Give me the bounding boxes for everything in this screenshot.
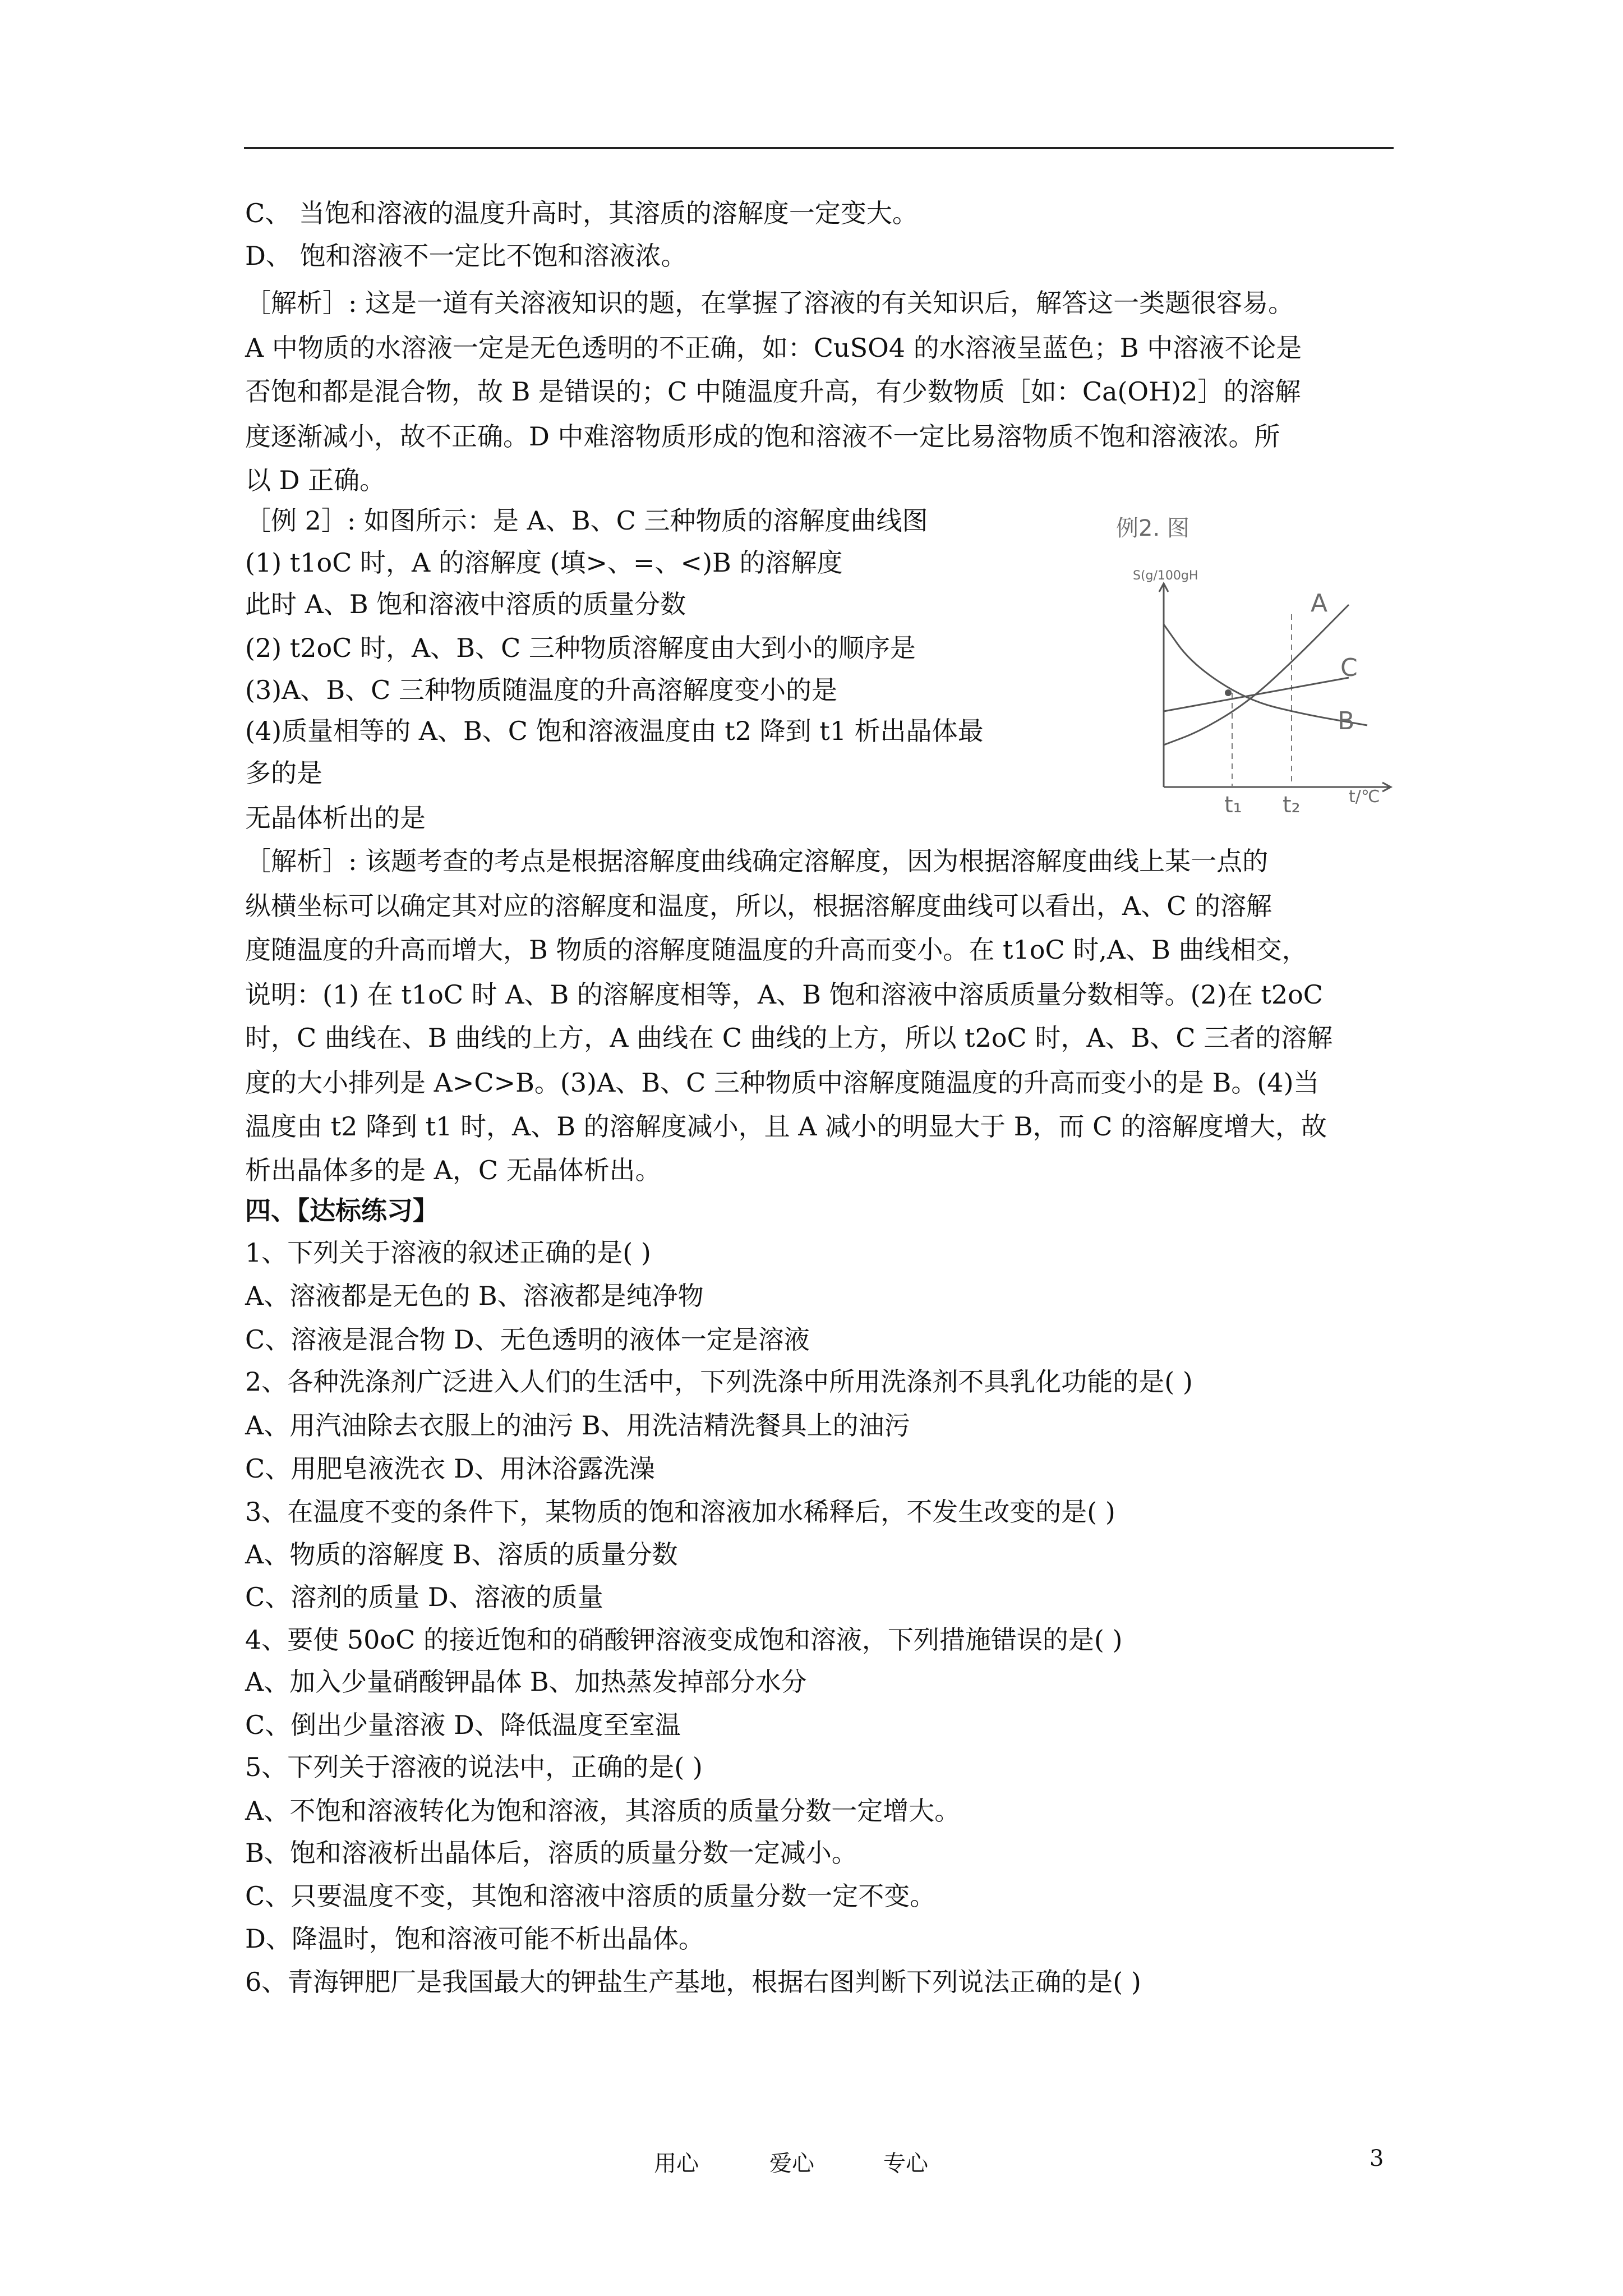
text-line: 度随温度的升高而增大，B 物质的溶解度随温度的升高而变小。在 t1oC 时,A、B 曲线相交，: [245, 935, 1308, 965]
text-line: 3、在温度不变的条件下，某物质的饱和溶液加水稀释后，不发生改变的是( ): [245, 1497, 1115, 1527]
text-line: C、 当饱和溶液的温度升高时，其溶质的溶解度一定变大。: [245, 198, 918, 228]
curve-label-b: B: [1338, 707, 1355, 735]
text-line: 说明：(1) 在 t1oC 时 A、B 的溶解度相等，A、B 饱和溶液中溶质质量分数相等。(2)在 t2oC: [245, 979, 1324, 1010]
curve-label-c: C: [1340, 654, 1358, 682]
curve-b: [1164, 624, 1367, 725]
text-line: 4、要使 50oC 的接近饱和的硝酸钾溶液变成饱和溶液，下列措施错误的是( ): [245, 1625, 1123, 1655]
text-line: 无晶体析出的是: [245, 803, 426, 833]
text-line: 纵横坐标可以确定其对应的溶解度和温度，所以，根据溶解度曲线可以看出，A、C 的溶解: [245, 891, 1272, 921]
text-line: A、加入少量硝酸钾晶体 B、加热蒸发掉部分水分: [245, 1667, 807, 1697]
intersection-point: [1225, 689, 1232, 696]
text-line: 度逐渐减小，故不正确。D 中难溶物质形成的饱和溶液不一定比易溶物质不饱和溶液浓。所: [245, 421, 1280, 452]
text-line: 时，C 曲线在、B 曲线的上方，A 曲线在 C 曲线的上方，所以 t2oC 时，A、B、C 三者的溶解: [245, 1023, 1333, 1053]
footer-motto-1: 用心: [654, 2151, 699, 2177]
text-line: 多的是: [245, 758, 322, 788]
text-line: 此时 A、B 饱和溶液中溶质的质量分数: [245, 589, 686, 619]
text-line: C、溶液是混合物 D、无色透明的液体一定是溶液: [245, 1324, 810, 1355]
text-line: (2) t2oC 时，A、B、C 三种物质溶解度由大到小的顺序是: [245, 633, 916, 663]
text-line: 2、各种洗涤剂广泛进入人们的生活中，下列洗涤中所用洗涤剂不具乳化功能的是( ): [245, 1366, 1193, 1397]
page-number: 3: [1370, 2146, 1384, 2171]
text-line: 温度由 t2 降到 t1 时，A、B 的溶解度减小，且 A 减小的明显大于 B，而 C 的溶解度增大，故: [245, 1111, 1327, 1142]
text-line: 度的大小排列是 A>C>B。(3)A、B、C 三种物质中溶解度随温度的升高而变小的是 B。(4)当: [245, 1068, 1320, 1098]
header-rule: [244, 147, 1394, 149]
text-line: C、用肥皂液洗衣 D、用沐浴露洗澡: [245, 1453, 655, 1484]
text-line: ［解析］: 这是一道有关溶液知识的题，在掌握了溶液的有关知识后，解答这一类题很容易。: [245, 288, 1294, 318]
text-line: A、溶液都是无色的 B、溶液都是纯净物: [245, 1281, 704, 1311]
footer-motto-3: 专心: [883, 2151, 928, 2177]
x-axis-label: t/℃: [1349, 787, 1380, 807]
text-line: ［例 2］: 如图所示：是 A、B、C 三种物质的溶解度曲线图: [245, 505, 928, 536]
text-line: 析出晶体多的是 A，C 无晶体析出。: [245, 1155, 661, 1185]
text-line: C、只要温度不变，其饱和溶液中溶质的质量分数一定不变。: [245, 1881, 936, 1911]
text-line: 否饱和都是混合物，故 B 是错误的；C 中随温度升高，有少数物质［如：Ca(OH)2］的溶解: [245, 376, 1301, 407]
text-line: ［解析］: 该题考查的考点是根据溶解度曲线确定溶解度，因为根据溶解度曲线上某一点的: [245, 846, 1269, 876]
curve-a: [1164, 605, 1349, 745]
text-line: D、 饱和溶液不一定比不饱和溶液浓。: [245, 241, 687, 271]
text-line: 5、下列关于溶液的说法中，正确的是( ): [245, 1752, 703, 1782]
curve-label-a: A: [1311, 589, 1328, 618]
text-line: 6、青海钾肥厂是我国最大的钾盐生产基地，根据右图判断下列说法正确的是( ): [245, 1967, 1141, 1997]
x-tick-t2: t₂: [1283, 792, 1301, 813]
text-line: B、饱和溶液析出晶体后，溶质的质量分数一定减小。: [245, 1838, 857, 1868]
text-line: A、不饱和溶液转化为饱和溶液，其溶质的质量分数一定增大。: [245, 1796, 961, 1826]
y-axis-label: S(g/100gH: [1133, 569, 1198, 583]
text-line: (3)A、B、C 三种物质随温度的升高溶解度变小的是: [245, 675, 838, 705]
text-line: (4)质量相等的 A、B、C 饱和溶液温度由 t2 降到 t1 析出晶体最: [245, 716, 984, 746]
solubility-curve-figure: [1108, 508, 1405, 813]
curve-c: [1164, 678, 1349, 711]
text-line: 1、下列关于溶液的叙述正确的是( ): [245, 1237, 651, 1268]
text-line: D、降温时，饱和溶液可能不析出晶体。: [245, 1924, 704, 1954]
footer-motto-2: 爱心: [769, 2151, 814, 2177]
text-line: C、倒出少量溶液 D、降低温度至室温: [245, 1710, 681, 1740]
x-tick-t1: t₁: [1224, 792, 1242, 813]
text-line: 以 D 正确。: [245, 465, 386, 495]
text-line: A、用汽油除去衣服上的油污 B、用洗洁精洗餐具上的油污: [245, 1410, 910, 1441]
section-heading: 四、【达标练习】: [245, 1195, 439, 1226]
text-line: (1) t1oC 时，A 的溶解度 (填>、=、<)B 的溶解度: [245, 547, 843, 578]
figure-title: 例2. 图: [1116, 516, 1189, 541]
text-line: C、溶剂的质量 D、溶液的质量: [245, 1582, 603, 1612]
text-line: A、物质的溶解度 B、溶质的质量分数: [245, 1539, 678, 1570]
text-line: A 中物质的水溶液一定是无色透明的不正确，如：CuSO4 的水溶液呈蓝色；B 中溶液不论是: [245, 333, 1302, 363]
